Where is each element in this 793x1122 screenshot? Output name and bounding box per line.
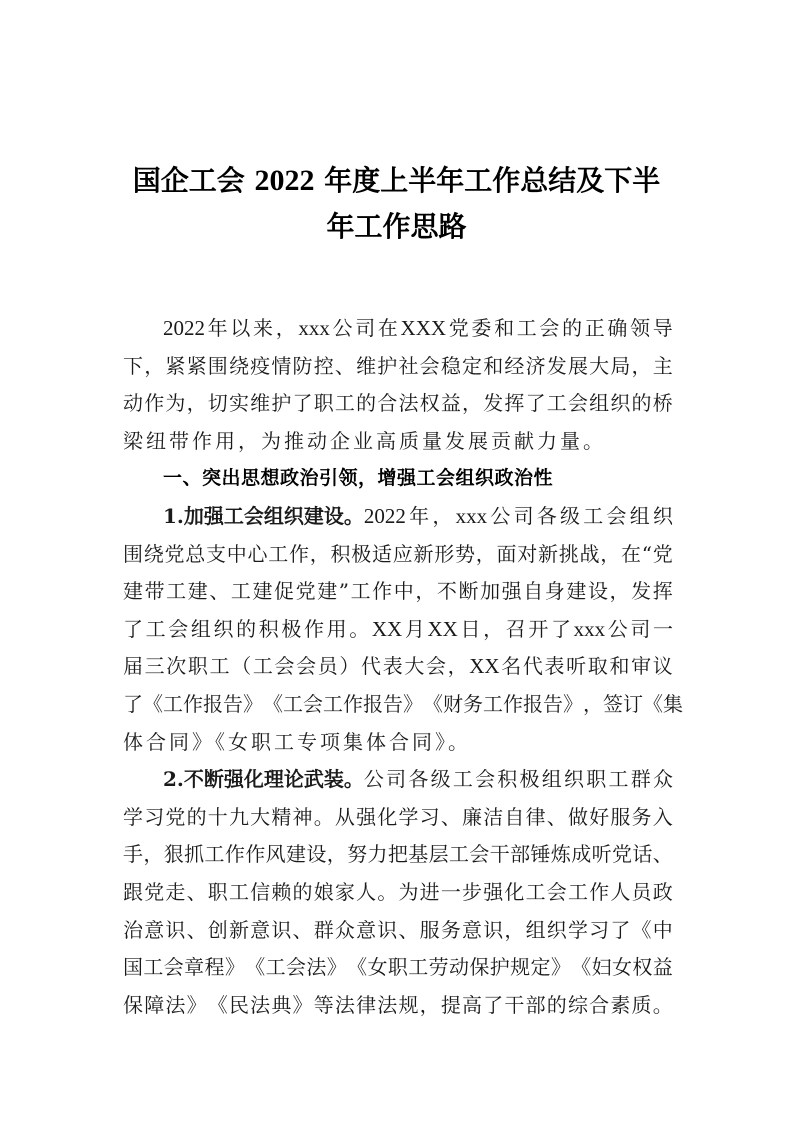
- paragraph-line: 学 习 党 的 十 九 大 精 神 。 从 强 化 学 习 、 廉 洁 自 律 、 做 好 服 务 入: [123, 804, 673, 829]
- title-part: 年度上半年工作总结及下半: [324, 164, 661, 197]
- paragraph-line: 体合同》《女职工专项集体合同》。: [123, 729, 471, 754]
- title-part: 国企工会: [132, 164, 245, 197]
- paragraph-line: 2022 年 以 来 ， xxx 公 司 在 XXX 党 委 和 工 会 的 正 确 领 导: [163, 316, 673, 340]
- item-1-paragraph: [123, 498, 683, 761]
- paragraph-line: 了 《 工 作 报 告 》 《 工 会 工 作 报 告 》 《 财 务 工 作 报 告 》 ， 签 订 《 集: [123, 691, 683, 716]
- document-title: [100, 158, 693, 250]
- paragraph-line: 治 意 识 、 创 新 意 识 、 群 众 意 识 、 服 务 意 识 ， 组 织 学 习 了 《 中: [123, 917, 673, 942]
- paragraph-line: [123, 761, 673, 799]
- section-heading: 一、突出思想政治引领，增强工会组织政治性: [163, 467, 554, 490]
- title-line-1: [100, 158, 693, 204]
- paragraph-line: 跟 党 走 、 职 工 信 赖 的 娘 家 人 。 为 进 一 步 强 化 工 会 工 作 人 员 政: [123, 879, 673, 904]
- item-text: 2022 年 ， xxx 公 司 各 级 工 会 组 织: [363, 503, 673, 528]
- title-line-2: 年工作思路: [326, 210, 467, 243]
- paragraph-line: 手 ， 狠 抓 工 作 作 风 建 设 ， 努 力 把 基 层 工 会 干 部 锤 炼 成 听 党 话 、: [123, 842, 673, 867]
- item-lead: 1.加强工会组织建设。: [163, 503, 364, 528]
- title-year: 2022: [254, 164, 315, 197]
- item-2-paragraph: [123, 761, 673, 1024]
- paragraph-line: 了 工 会 组 织 的 积 极 作 用 。 XX 月 XX 日 ， 召 开 了 xxx 公 司 一: [123, 616, 673, 641]
- paragraph-line: 建 带 工 建 、 工 建 促 党 建 ” 工 作 中 ， 不 断 加 强 自 身 建 设 ， 发 挥: [123, 579, 673, 604]
- paragraph-line: [123, 498, 673, 536]
- paragraph-line: 梁纽带作用，为推动企业高质量发展贡献力量。: [123, 428, 606, 453]
- intro-paragraph: [123, 310, 673, 460]
- item-lead: 2.不断强化理论武装。: [163, 767, 364, 792]
- item-text: 公 司 各 级 工 会 积 极 组 织 职 工 群 众: [363, 767, 673, 792]
- paragraph-line: 保 障 法 》 《 民 法 典 》 等 法 律 法 规 ， 提 高 了 干 部 的 综 合 素 质 。: [123, 992, 673, 1017]
- document-body: [123, 310, 683, 1024]
- paragraph-line: 届 三 次 职 工 （ 工 会 会 员 ） 代 表 大 会 ， XX 名 代 表 听 取 和 审 议: [123, 654, 673, 679]
- paragraph-line: 国 工 会 章 程 》 《 工 会 法 》 《 女 职 工 劳 动 保 护 规 定 》 《 妇 女 权 益: [123, 955, 673, 980]
- paragraph-line: 动 作 为 ， 切 实 维 护 了 职 工 的 合 法 权 益 ， 发 挥 了 工 会 组 织 的 桥: [123, 391, 673, 416]
- paragraph-line: 围 绕 党 总 支 中 心 工 作 ， 积 极 适 应 新 形 势 ， 面 对 新 挑 战 ， 在 “ 党: [123, 541, 673, 566]
- paragraph-line: 下 ， 紧 紧 围 绕 疫 情 防 控 、 维 护 社 会 稳 定 和 经 济 发 展 大 局 ， 主: [123, 353, 673, 378]
